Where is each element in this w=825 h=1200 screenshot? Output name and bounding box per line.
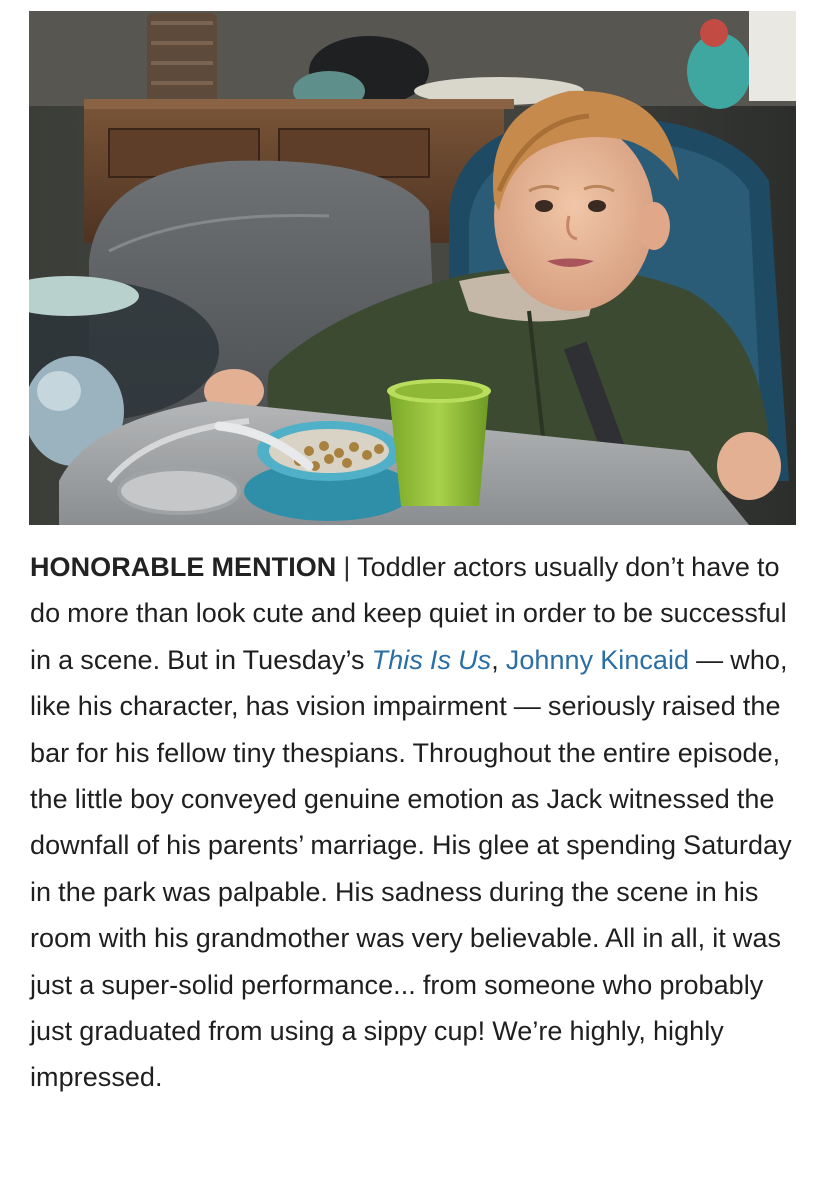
separator: | bbox=[336, 552, 358, 582]
paragraph-text-2: , bbox=[491, 644, 506, 675]
article-photo bbox=[29, 11, 796, 525]
paragraph-text-1: Toddler actors usually don’t have to do more than look cute and keep quiet in order to be successful in a scene. But in Tuesday’s bbox=[30, 552, 787, 675]
paragraph-text-3: — who, like his character, has vision impairment — seriously raised the bar for his fellow tiny thespians. Throughout the entire episode, the little boy conveyed genuine emotion as Jack witnessed the downfall of his parents’ marriage. His glee at spending Saturday in the park was palpable. His sadness during the scene in his room with his grandmother was very believable. All in all, it was just a super-solid performance... from someone who probably just graduated from using a sippy cup! We’re highly, highly impressed. bbox=[30, 644, 792, 1093]
actor-name-link[interactable]: Johnny Kincaid bbox=[505, 644, 690, 675]
article-body bbox=[30, 544, 800, 1101]
honorable-mention-heading: HONORABLE MENTION bbox=[30, 552, 337, 582]
article-paragraph bbox=[30, 544, 800, 1101]
toddler-photo-illustration bbox=[29, 11, 796, 525]
show-title-link[interactable]: This Is Us bbox=[371, 644, 492, 675]
